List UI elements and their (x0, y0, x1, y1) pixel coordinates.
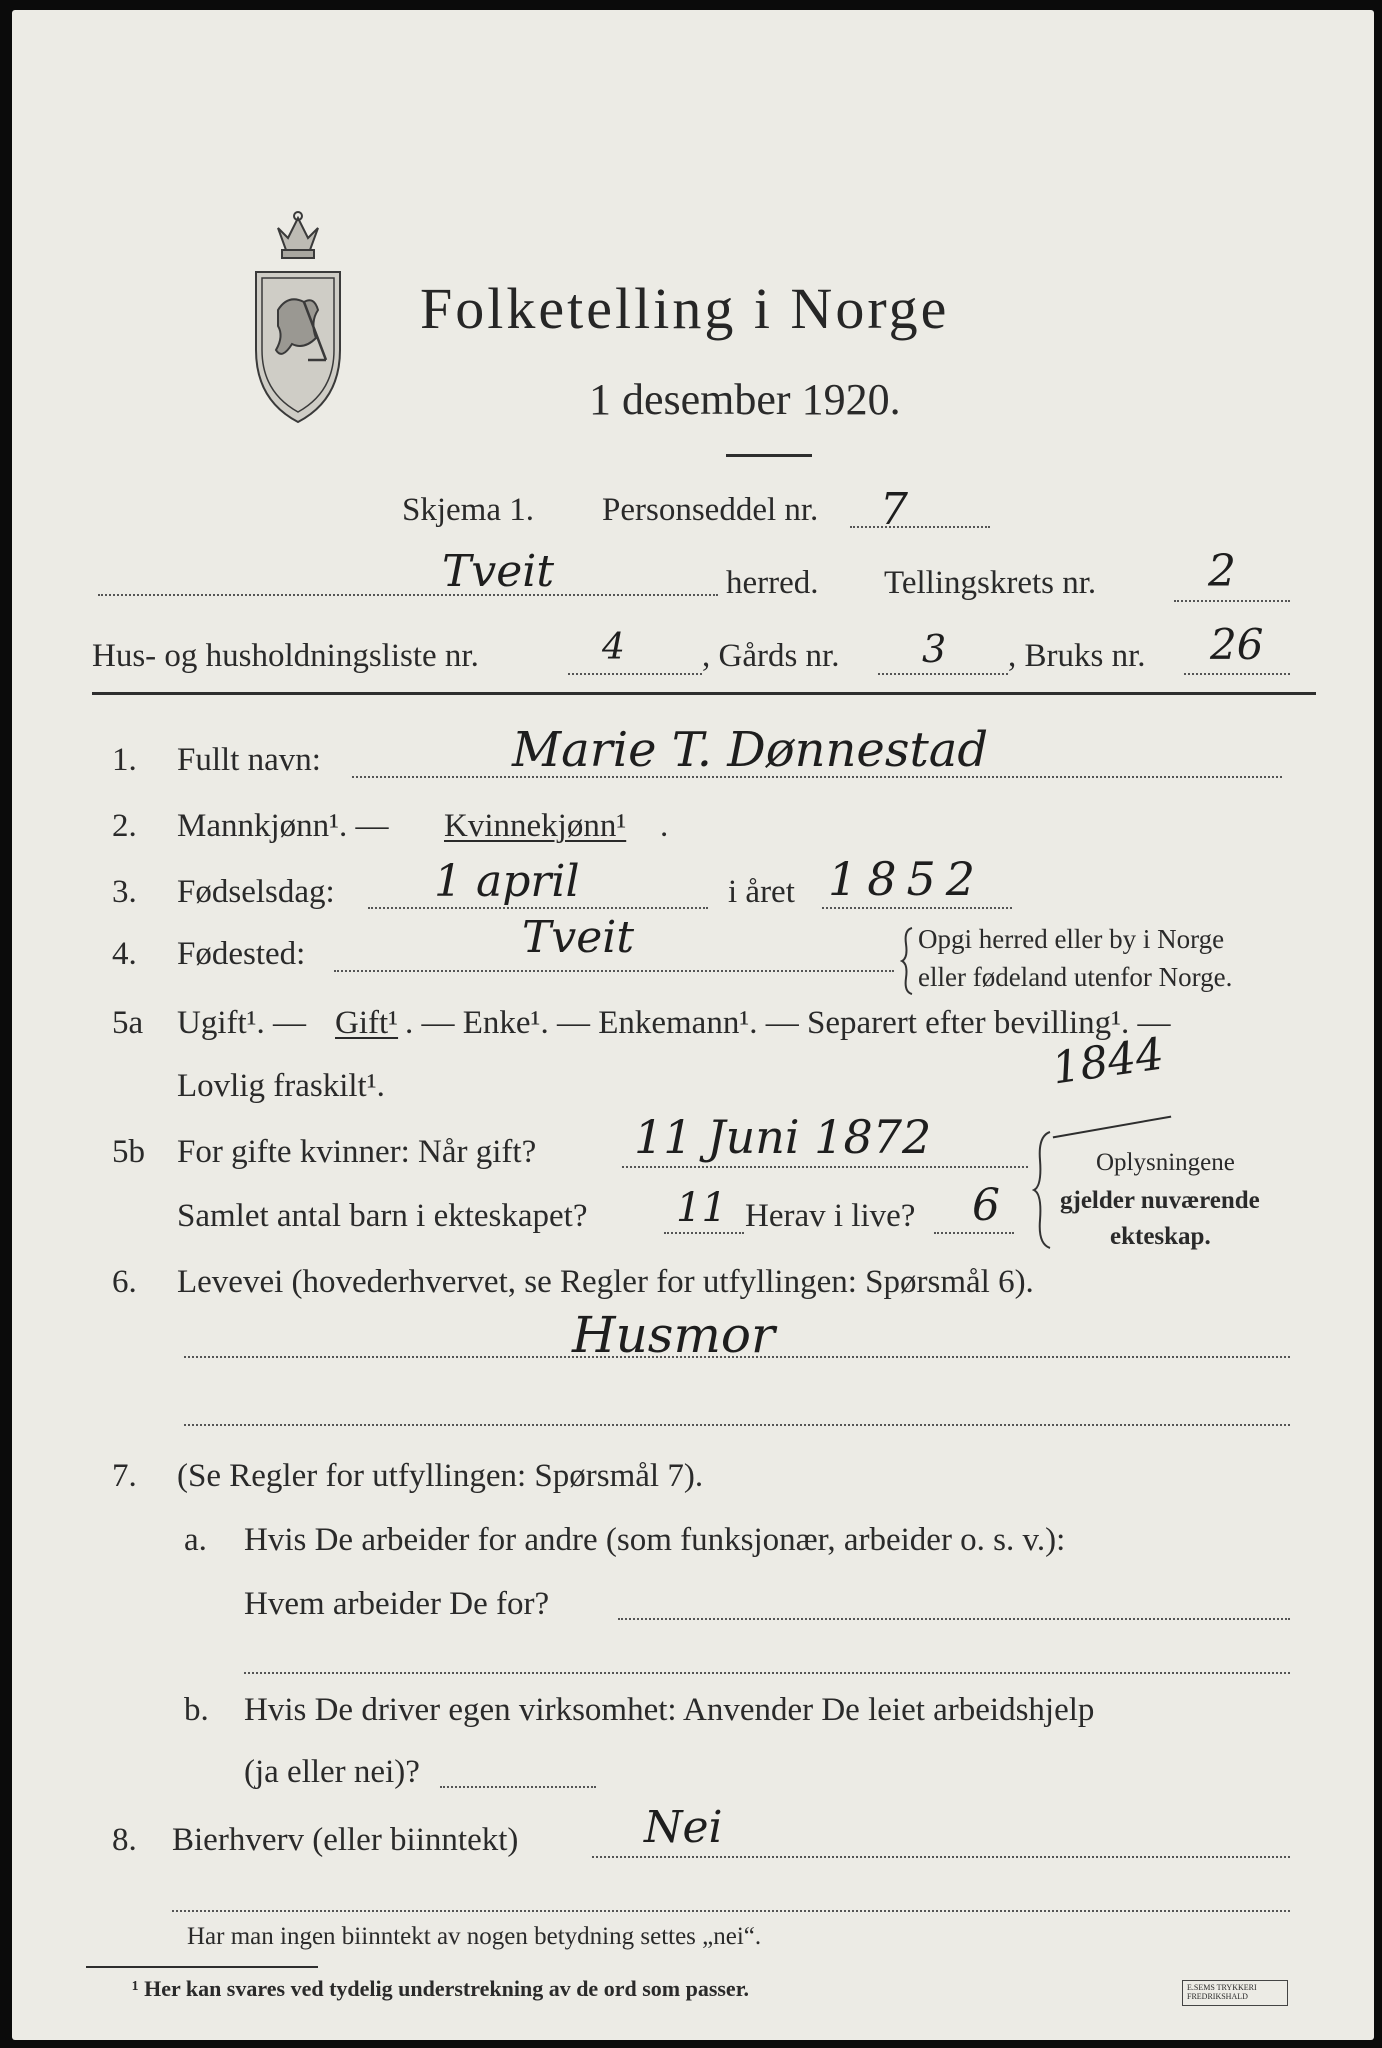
q5a-annotation-stroke (1053, 1116, 1172, 1139)
gards-value: 3 (922, 627, 947, 671)
q5b-note-line3: ekteskap. (1110, 1223, 1211, 1250)
q7b-text2: (ja eller nei)? (244, 1754, 420, 1790)
q8-line2 (172, 1910, 1290, 1912)
q7a-text: Hvis De arbeider for andre (som funksjonær, arbeider o. s. v.): (244, 1522, 1066, 1558)
q5b-value: 11 Juni 1872 (634, 1110, 932, 1164)
husholdningsliste-line (568, 673, 702, 675)
personseddel-label: Personseddel nr. (602, 492, 819, 528)
gards-label: , Gårds nr. (702, 638, 840, 674)
q7b-letter: b. (184, 1692, 209, 1728)
q5b-ilive-label: Herav i live? (745, 1198, 916, 1234)
tellingskrets-value: 2 (1208, 546, 1236, 597)
herred-label: herred. (726, 565, 819, 601)
q7a-line1 (618, 1618, 1290, 1620)
header-divider (92, 692, 1316, 695)
q8-line1 (592, 1856, 1290, 1858)
q8-number: 8. (112, 1822, 137, 1858)
tellingskrets-line (1174, 600, 1290, 602)
q5b-line (622, 1166, 1028, 1168)
title-divider (726, 454, 812, 457)
q7b-line (440, 1786, 596, 1788)
q1-number: 1. (112, 742, 137, 778)
q5b-barn-label: Samlet antal barn i ekteskapet? (177, 1198, 588, 1234)
footnote-divider (86, 1966, 318, 1968)
skjema-label: Skjema 1. (402, 492, 534, 528)
q3-year-value: 1852 (828, 852, 986, 906)
form-title: Folketelling i Norge (420, 276, 950, 341)
q3-value: 1 april (434, 856, 580, 907)
personseddel-value: 7 (880, 484, 908, 535)
q5a-number: 5a (112, 1005, 144, 1041)
q7a-letter: a. (184, 1522, 207, 1558)
q5b-barn-value: 11 (676, 1185, 727, 1231)
bruks-line (1184, 673, 1290, 675)
q7a-line2 (244, 1672, 1290, 1674)
q3-label: Fødselsdag: (177, 874, 335, 910)
q4-number: 4. (112, 936, 137, 972)
q3-year-label: i året (728, 874, 795, 910)
census-date: 1 desember 1920. (589, 375, 901, 424)
q5a-remaining-options: . — Enke¹. — Enkemann¹. — Separert efter bevilling¹. — (405, 1005, 1171, 1041)
printer-stamp: E.SEMS TRYKKERI FREDRIKSHALD (1182, 1980, 1288, 2006)
tellingskrets-label: Tellingskrets nr. (884, 565, 1097, 601)
q4-value: Tveit (522, 912, 634, 963)
census-form-page (12, 10, 1374, 2040)
q8-value: Nei (644, 1802, 723, 1853)
q7-label: (Se Regler for utfyllingen: Spørsmål 7). (177, 1458, 704, 1494)
q5a-annotation: 1844 (1048, 1028, 1167, 1095)
q4-label: Fødested: (177, 936, 306, 972)
q5b-note-line2: gjelder nuværende (1060, 1187, 1260, 1214)
q6-number: 6. (112, 1264, 137, 1300)
bruks-value: 26 (1210, 620, 1264, 669)
q1-label: Fullt navn: (177, 742, 321, 778)
q5a-gift: Gift¹ (335, 1005, 399, 1041)
q8-note: Har man ingen biinntekt av nogen betydning settes „nei“. (187, 1923, 762, 1950)
q6-line2 (184, 1424, 1290, 1426)
q2-mannkjonn: Mannkjønn¹. — (177, 808, 389, 844)
husholdningsliste-label: Hus- og husholdningsliste nr. (92, 638, 479, 674)
footnote: ¹ Her kan svares ved tydelig understrekning av de ord som passer. (132, 1976, 749, 2001)
q3-number: 3. (112, 874, 137, 910)
q3-year-line (822, 907, 1012, 909)
q6-label: Levevei (hovederhvervet, se Regler for utfyllingen: Spørsmål 6). (177, 1264, 1034, 1300)
q5b-note-line1: Oplysningene (1096, 1149, 1235, 1176)
q7b-text: Hvis De driver egen virksomhet: Anvender De leiet arbeidshjelp (244, 1692, 1095, 1728)
herred-line (98, 594, 718, 596)
q8-label: Bierhverv (eller biinntekt) (172, 1822, 519, 1858)
q1-value: Marie T. Dønnestad (512, 722, 989, 778)
q4-note-line1: Opgi herred eller by i Norge (918, 924, 1225, 954)
bruks-label: , Bruks nr. (1008, 638, 1146, 674)
q5b-barn-line (664, 1232, 744, 1234)
q5b-ilive-value: 6 (972, 1180, 1000, 1231)
q3-line (368, 907, 708, 909)
q2-kvinnekjonn: Kvinnekjønn¹ (444, 808, 627, 844)
norwegian-coat-of-arms-icon (248, 210, 348, 430)
q5a-ugift: Ugift¹. — (177, 1005, 307, 1041)
q4-line (334, 970, 894, 972)
q2-number: 2. (112, 808, 137, 844)
q2-period: . (660, 808, 669, 844)
q4-note-brace-icon (900, 926, 914, 996)
q7a-text2: Hvem arbeider De for? (244, 1586, 550, 1622)
q5b-note-brace-icon (1032, 1130, 1052, 1250)
q5b-ilive-line (934, 1232, 1014, 1234)
q5b-label: For gifte kvinner: Når gift? (177, 1134, 537, 1170)
q6-value: Husmor (572, 1306, 775, 1364)
herred-value: Tveit (442, 546, 554, 597)
q5b-number: 5b (112, 1134, 145, 1170)
husholdningsliste-value: 4 (602, 627, 625, 668)
gards-line (878, 673, 1008, 675)
personseddel-line (850, 526, 990, 528)
q5a-lovlig-fraskilt: Lovlig fraskilt¹. (177, 1068, 385, 1104)
q7-number: 7. (112, 1458, 137, 1494)
q4-note-line2: eller fødeland utenfor Norge. (918, 962, 1233, 992)
